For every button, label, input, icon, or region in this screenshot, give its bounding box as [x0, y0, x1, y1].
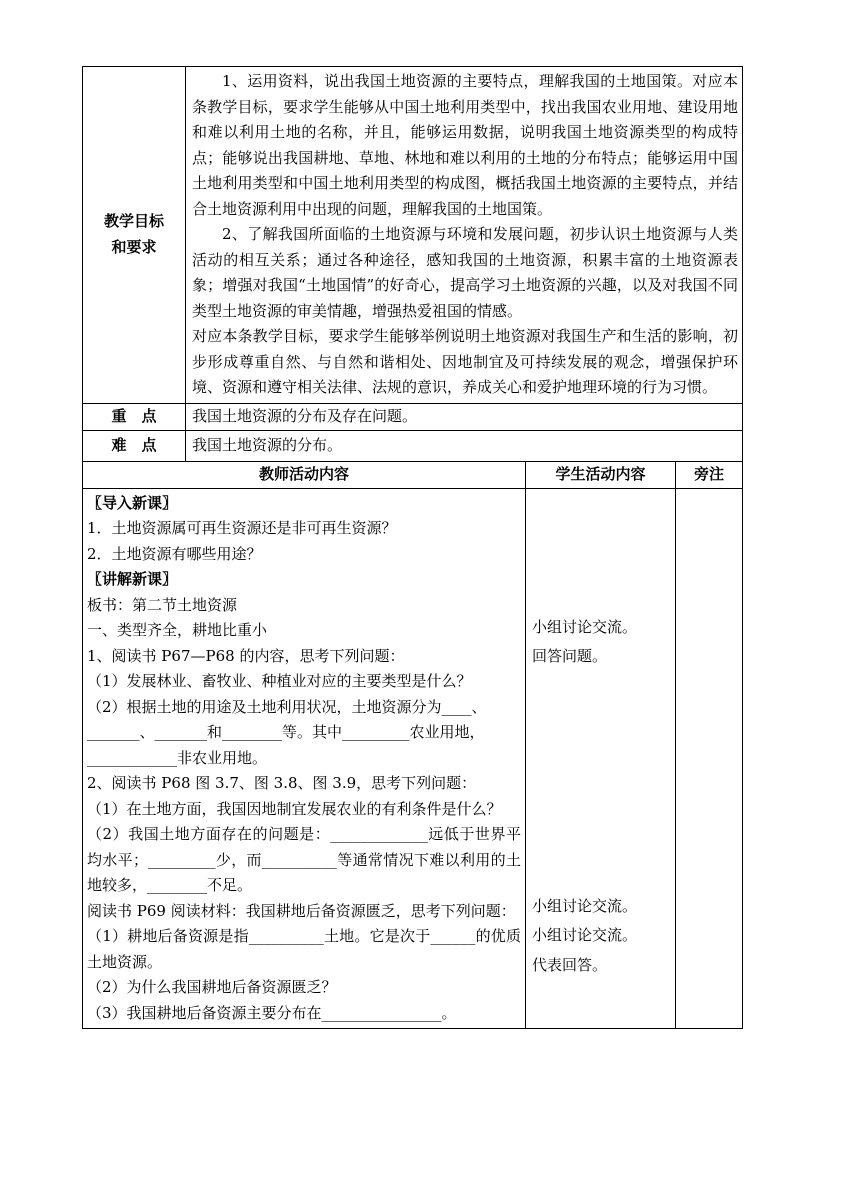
difficulty-label: 难 点 — [83, 430, 186, 461]
activity-header-row — [83, 461, 743, 488]
teacher-line: （1）在土地方面，我国因地制宜发展农业的有利条件是什么？ — [87, 799, 502, 818]
goals-row — [83, 67, 743, 404]
teacher-line: ____________非农业用地。 — [87, 748, 268, 767]
teacher-activities — [83, 488, 526, 1029]
teacher-line: （1）耕地后备资源是指__________土地。它是次于______的优质土地资源。 — [87, 927, 521, 971]
goals-label — [83, 67, 186, 404]
notes-column — [676, 488, 743, 1029]
activity-row — [83, 488, 743, 1029]
goal-paragraph-1: 1、运用资料，说出我国土地资源的主要特点，理解我国的土地国策。对应本条教学目标，要求学生能够从中国土地利用类型中，找出我国农业用地、建设用地和难以利用土地的名称，并且，能够运用数据，说明我国土地资源类型的构成特点；能够说出我国耕地、草地、林地和难以利用的土地的分布特点；能够运用中国土地利用类型和中国土地利用类型的构成图，概括我国土地资源的主要特点，并结合土地资源利用中出现的问题，理解我国的土地国策。 — [192, 72, 738, 218]
teacher-line: _______、_______和________等。其中_________农业用地， — [87, 723, 485, 741]
teacher-line: 1．土地资源属可再生资源还是非可再生资源？ — [87, 519, 397, 537]
goals-label-line1: 教学目标 — [103, 212, 164, 231]
key-point-text: 我国土地资源的分布及存在问题。 — [186, 403, 743, 430]
goal-paragraph-2: 2、了解我国所面临的土地资源与环境和发展问题，初步认识土地资源与人类活动的相互关系；通过各种途径，感知我国的土地资源，积累丰富的土地资源表象；增强对我国“土地国情”的好奇心，提高学习土地资源的兴趣，以及对我国不同类型土地资源的审美情趣，增强热爱祖国的情感。 — [192, 225, 738, 320]
difficulty-row — [83, 430, 743, 461]
goals-content — [186, 67, 743, 404]
teacher-line: （3）我国耕地后备资源主要分布在________________。 — [87, 1003, 457, 1022]
teacher-line: （1）发展林业、畜牧业、种植业对应的主要类型是什么？ — [87, 672, 472, 690]
teacher-header: 教师活动内容 — [83, 461, 526, 488]
teacher-line: 阅读书 P69 阅读材料：我国耕地后备资源匮乏，思考下列问题： — [87, 901, 516, 920]
teacher-line: 2．土地资源有哪些用途？ — [87, 544, 262, 563]
intro-heading: 〖导入新课〗 — [87, 493, 178, 512]
teacher-line: 1、阅读书 P67—P68 的内容，思考下列问题： — [87, 646, 405, 665]
teacher-line: （2）为什么我国耕地后备资源匮乏？ — [87, 978, 337, 996]
teacher-line: 板书：第二节土地资源 — [87, 595, 238, 614]
lecture-heading: 〖讲解新课〗 — [87, 570, 178, 588]
teacher-line: （2）根据土地的用途及土地利用状况，土地资源分为____、 — [87, 697, 487, 716]
student-activity: 小组讨论交流。 — [532, 617, 638, 636]
student-activity: 回答问题。 — [532, 647, 608, 665]
lesson-plan-table — [82, 66, 743, 1029]
goal-paragraph-3: 对应本条教学目标，要求学生能够举例说明土地资源对我国生产和生活的影响，初步形成尊重自然、与自然和谐相处、因地制宜及可持续发展的观念，增强保护环境、资源和遵守相关法律、法规的意识，养成关心和爱护地理环境的行为习惯。 — [192, 327, 738, 396]
student-activity: 代表回答。 — [532, 955, 608, 974]
student-activities — [526, 488, 676, 1029]
teacher-line: （2）我国土地方面存在的问题是：_____________远低于世界平均水平；_________少，而__________等通常情况下难以利用的土地较多，________不足。 — [87, 825, 521, 894]
lesson-plan-sheet — [82, 66, 742, 1029]
goals-label-line2: 和要求 — [111, 237, 157, 256]
notes-header: 旁注 — [676, 461, 743, 488]
teacher-line: 一、类型齐全，耕地比重小 — [87, 621, 268, 639]
key-point-label: 重 点 — [83, 403, 186, 430]
teacher-line: 2、阅读书 P68 图 3.7、图 3.8、图 3.9，思考下列问题： — [87, 774, 477, 792]
difficulty-text: 我国土地资源的分布。 — [186, 430, 743, 461]
student-activity: 小组讨论交流。 — [532, 896, 638, 915]
student-activity: 小组讨论交流。 — [532, 926, 638, 944]
key-point-row — [83, 403, 743, 430]
student-header: 学生活动内容 — [526, 461, 676, 488]
